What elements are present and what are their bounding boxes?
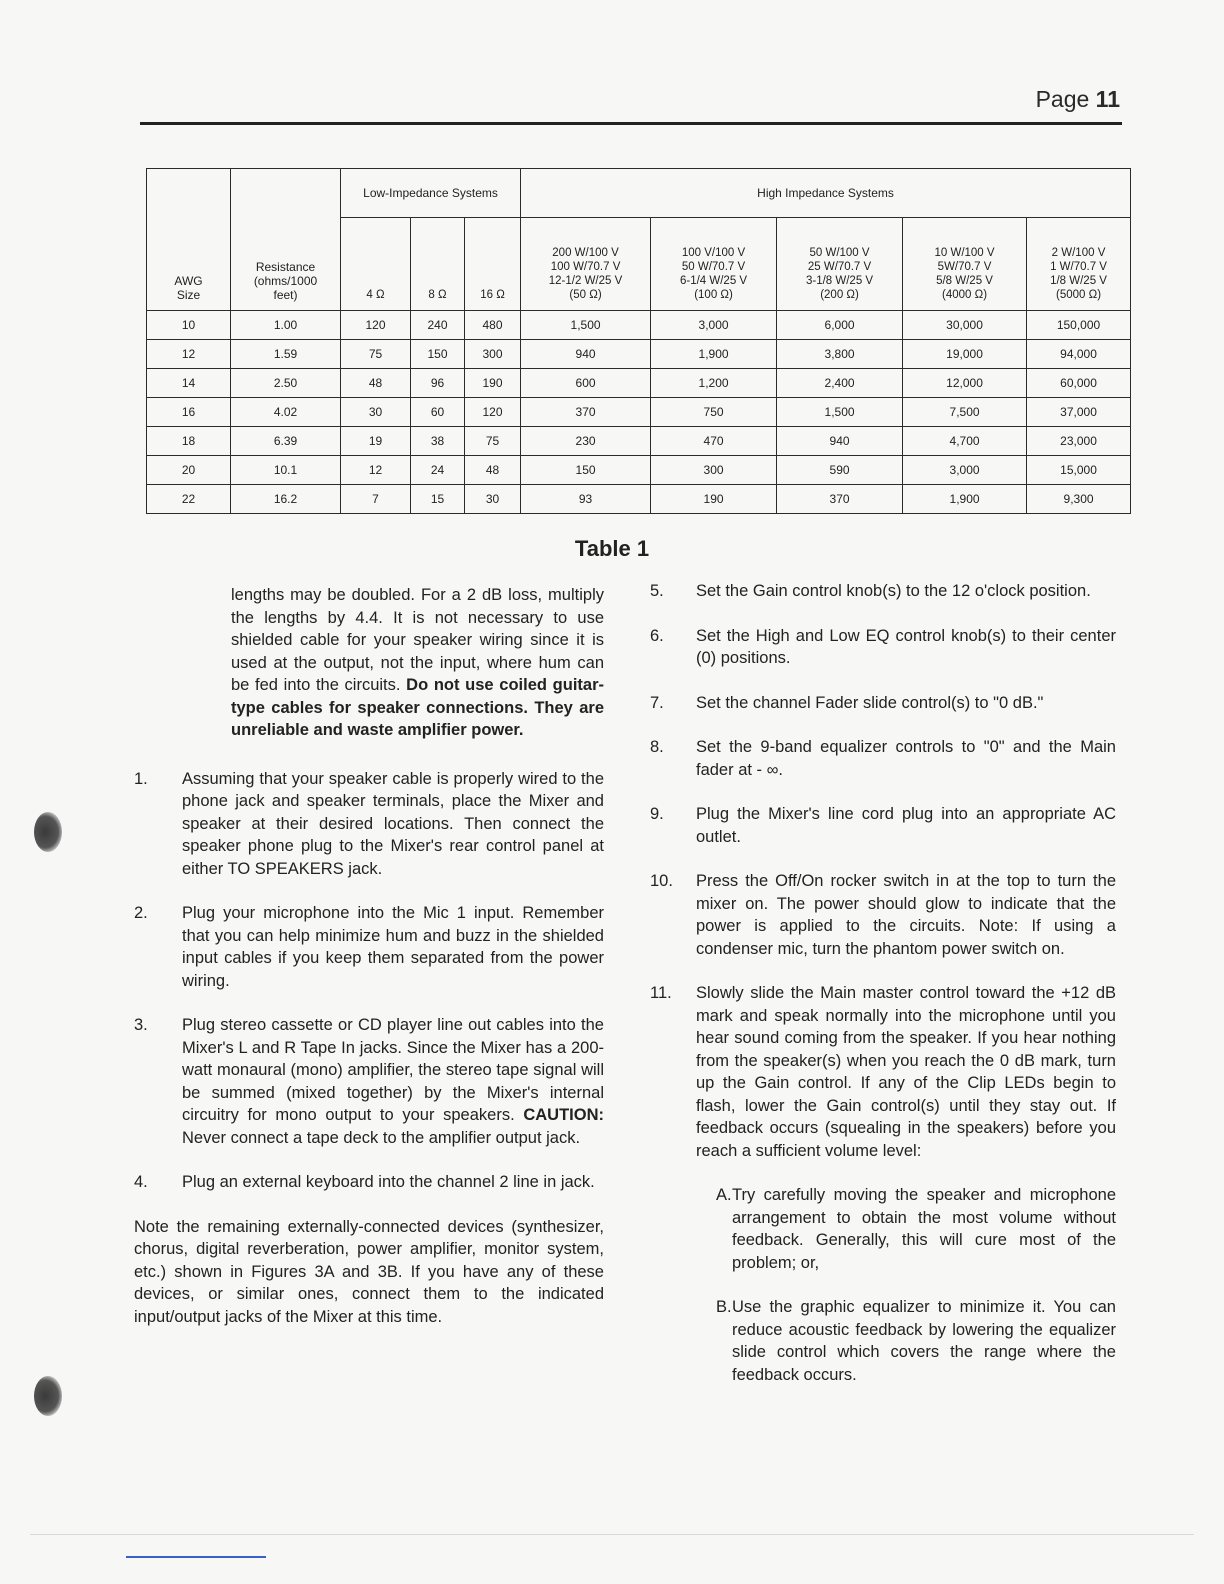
table-cell: 590 [777, 456, 903, 485]
table-cell: 14 [147, 369, 231, 398]
step-text: Set the High and Low EQ control knob(s) to their center (0) positions. [696, 626, 1116, 667]
step-text: Set the 9-band equalizer controls to "0" and the Main fader at - ∞. [696, 738, 1116, 779]
sub-step-text: Try carefully moving the speaker and microphone arrangement to obtain the most volume without feedback. Generally, this will cure most of the problem; or, [732, 1186, 1116, 1272]
list-item [650, 1184, 1116, 1274]
table-cell: 12 [147, 340, 231, 369]
step-text: Set the Gain control knob(s) to the 12 o'clock position. [696, 582, 1091, 600]
table-cell: 6,000 [777, 311, 903, 340]
sub-step-letter: B. [716, 1298, 732, 1316]
header-low-impedance: Low-Impedance Systems [341, 169, 521, 218]
table-row [147, 456, 1131, 485]
table-cell: 1,200 [651, 369, 777, 398]
header-rule [140, 122, 1122, 125]
intro-text: lengths may be doubled. For a 2 dB loss, multiply the lengths by 4.4. It is not necessary to use shielded cable for your speaker wiring since it is used at the output, not the input, where hum can be fed into the circuits. [231, 586, 604, 694]
table-cell: 30 [465, 485, 521, 514]
table-cell: 480 [465, 311, 521, 340]
step-text: Slowly slide the Main master control toward the +12 dB mark and speak normally into the microphone until you hear sound coming from the speaker. If you hear nothing from the speaker(s) when you reach the 0 dB mark, turn up the Gain control. If any of the Clip LEDs begin to flash, lower the Gain control(s) until they stay out. If feedback occurs (squealing in the speakers) before you reach a sufficient volume level: [696, 984, 1116, 1160]
bottom-edge [30, 1534, 1194, 1535]
table-cell: 96 [411, 369, 465, 398]
table-cell: 150,000 [1027, 311, 1131, 340]
list-item [650, 870, 1116, 960]
list-item [650, 580, 1116, 603]
table-cell: 22 [147, 485, 231, 514]
list-item [650, 736, 1116, 781]
table-cell: 15 [411, 485, 465, 514]
header-50-ohm: 200 W/100 V 100 W/70.7 V 12-1/2 W/25 V (50 Ω) [521, 218, 651, 311]
header-resistance: Resistance (ohms/1000 feet) [231, 169, 341, 311]
table-cell: 940 [521, 340, 651, 369]
table-cell: 470 [651, 427, 777, 456]
table-cell: 1,500 [777, 398, 903, 427]
table-cell: 370 [521, 398, 651, 427]
table-cell: 150 [521, 456, 651, 485]
table-cell: 7 [341, 485, 411, 514]
table-cell: 1.59 [231, 340, 341, 369]
table-cell: 4.02 [231, 398, 341, 427]
table-cell: 30 [341, 398, 411, 427]
right-steps [650, 580, 1116, 1162]
table-cell: 20 [147, 456, 231, 485]
table-cell: 24 [411, 456, 465, 485]
step-number: 6. [650, 626, 664, 645]
table-cell: 10.1 [231, 456, 341, 485]
step-number: 8. [650, 738, 664, 756]
table-cell: 750 [651, 398, 777, 427]
left-column [134, 584, 604, 1328]
step-text: Assuming that your speaker cable is properly wired to the phone jack and speaker terminals, place the Mixer and speaker at their desired locations. Then connect the speaker phone plug to the Mixer's rear control panel at either TO SPEAKERS jack. [182, 769, 604, 878]
table-cell: 190 [465, 369, 521, 398]
table-row [147, 311, 1131, 340]
caution-label: CAUTION: [523, 1106, 604, 1124]
table-cell: 23,000 [1027, 427, 1131, 456]
table-cell: 19 [341, 427, 411, 456]
header-4-ohm: 4 Ω [341, 218, 411, 311]
caution-text: Never connect a tape deck to the amplifier output jack. [182, 1128, 581, 1147]
left-steps [134, 768, 604, 1194]
table-cell: 12 [341, 456, 411, 485]
page-number: 11 [1095, 86, 1120, 112]
table-cell: 2,400 [777, 369, 903, 398]
list-item [134, 1171, 604, 1194]
table-row [147, 369, 1131, 398]
table-cell: 30,000 [903, 311, 1027, 340]
table-cell: 7,500 [903, 398, 1027, 427]
table-cell: 16.2 [231, 485, 341, 514]
step-text: Plug stereo cassette or CD player line out cables into the Mixer's L and R Tape In jacks. Since the Mixer has a 200-watt monaural (mono) amplifier, the stereo tape signal will be summed (mixed together) by the Mixer's internal circuitry for mono output to your speakers. [182, 1016, 604, 1124]
feedback-remedies [650, 1184, 1116, 1386]
table-cell: 75 [465, 427, 521, 456]
page-word: Page [1035, 86, 1090, 112]
step-number: 9. [650, 805, 664, 823]
step-number: 5. [650, 582, 664, 600]
table-cell: 19,000 [903, 340, 1027, 369]
step-number: 1. [134, 769, 148, 788]
step-number: 11. [650, 984, 672, 1002]
table-row [147, 427, 1131, 456]
table-cell: 3,000 [651, 311, 777, 340]
scan-mark [126, 1556, 266, 1558]
step-number: 7. [650, 693, 664, 712]
table-cell: 37,000 [1027, 398, 1131, 427]
table-cell: 240 [411, 311, 465, 340]
table-cell: 6.39 [231, 427, 341, 456]
table-cell: 1,900 [903, 485, 1027, 514]
header-4000-ohm: 10 W/100 V 5W/70.7 V 5/8 W/25 V (4000 Ω) [903, 218, 1027, 311]
table-cell: 3,800 [777, 340, 903, 369]
step-number: 4. [134, 1173, 148, 1191]
sub-step-text: Use the graphic equalizer to minimize it. You can reduce acoustic feedback by lowering the equalizer slide control which covers the range where the feedback occurs. [732, 1298, 1116, 1384]
table-caption: Table 1 [574, 536, 650, 561]
header-16-ohm: 16 Ω [465, 218, 521, 311]
table-cell: 48 [465, 456, 521, 485]
table-cell: 370 [777, 485, 903, 514]
table-cell: 1,500 [521, 311, 651, 340]
table-cell: 300 [465, 340, 521, 369]
header-100-ohm: 100 V/100 V 50 W/70.7 V 6-1/4 W/25 V (100 Ω) [651, 218, 777, 311]
table-cell: 150 [411, 340, 465, 369]
page-header [1036, 86, 1120, 113]
note-paragraph: Note the remaining externally-connected devices (synthesizer, chorus, digital reverberation, power amplifier, monitor system, etc.) shown in Figures 3A and 3B. If you have any of these devices, or similar ones, connect them to the indicated input/output jacks of the Mixer at this time. [134, 1217, 604, 1326]
step-text: Set the channel Fader slide control(s) to "0 dB." [696, 693, 1044, 712]
table-cell: 300 [651, 456, 777, 485]
table-cell: 38 [411, 427, 465, 456]
table-cell: 190 [651, 485, 777, 514]
header-5000-ohm: 2 W/100 V 1 W/70.7 V 1/8 W/25 V (5000 Ω) [1027, 218, 1131, 311]
list-item [650, 1296, 1116, 1386]
intro-warning: Do not use coiled guitar-type cables for speaker connections. They are unreliable and waste amplifier power. [231, 676, 604, 739]
binder-hole [34, 812, 62, 852]
right-column [650, 580, 1116, 1386]
step-number: 3. [134, 1016, 148, 1034]
step-text: Press the Off/On rocker switch in at the top to turn the mixer on. The power should glow to indicate that the power is applied to the circuits. Note: If using a condenser mic, turn the phantom power switch on. [696, 872, 1116, 958]
header-8-ohm: 8 Ω [411, 218, 465, 311]
list-item [134, 768, 604, 881]
list-item [650, 803, 1116, 848]
list-item [650, 625, 1116, 670]
wire-gauge-table [146, 168, 1131, 514]
table-cell: 12,000 [903, 369, 1027, 398]
table-cell: 48 [341, 369, 411, 398]
table-row [147, 398, 1131, 427]
table-row [147, 340, 1131, 369]
table-cell: 18 [147, 427, 231, 456]
step-number: 2. [134, 904, 148, 922]
header-200-ohm: 50 W/100 V 25 W/70.7 V 3-1/8 W/25 V (200 Ω) [777, 218, 903, 311]
step-text: Plug the Mixer's line cord plug into an appropriate AC outlet. [696, 805, 1116, 846]
table-cell: 1.00 [231, 311, 341, 340]
table-cell: 2.50 [231, 369, 341, 398]
table-cell: 230 [521, 427, 651, 456]
table-cell: 75 [341, 340, 411, 369]
table-cell: 10 [147, 311, 231, 340]
table-row [147, 485, 1131, 514]
list-item [650, 982, 1116, 1162]
list-item [650, 692, 1116, 715]
table-cell: 93 [521, 485, 651, 514]
list-item [134, 902, 604, 992]
table-cell: 1,900 [651, 340, 777, 369]
intro-paragraph [231, 584, 604, 742]
table-cell: 120 [465, 398, 521, 427]
table-cell: 60 [411, 398, 465, 427]
table-cell: 60,000 [1027, 369, 1131, 398]
table-cell: 16 [147, 398, 231, 427]
table-cell: 9,300 [1027, 485, 1131, 514]
step-number: 10. [650, 872, 673, 890]
table-cell: 4,700 [903, 427, 1027, 456]
binder-hole [34, 1376, 62, 1416]
table-cell: 15,000 [1027, 456, 1131, 485]
table-cell: 3,000 [903, 456, 1027, 485]
table-cell: 94,000 [1027, 340, 1131, 369]
step-text: Plug your microphone into the Mic 1 input. Remember that you can help minimize hum and buzz in the shielded input cables if you keep them separated from the power wiring. [182, 904, 604, 990]
sub-step-letter: A. [716, 1186, 732, 1204]
step-text: Plug an external keyboard into the channel 2 line in jack. [182, 1173, 595, 1191]
header-awg: AWG Size [147, 169, 231, 311]
list-item [134, 1014, 604, 1149]
table-cell: 600 [521, 369, 651, 398]
table-cell: 940 [777, 427, 903, 456]
table-cell: 120 [341, 311, 411, 340]
header-high-impedance: High Impedance Systems [521, 169, 1131, 218]
